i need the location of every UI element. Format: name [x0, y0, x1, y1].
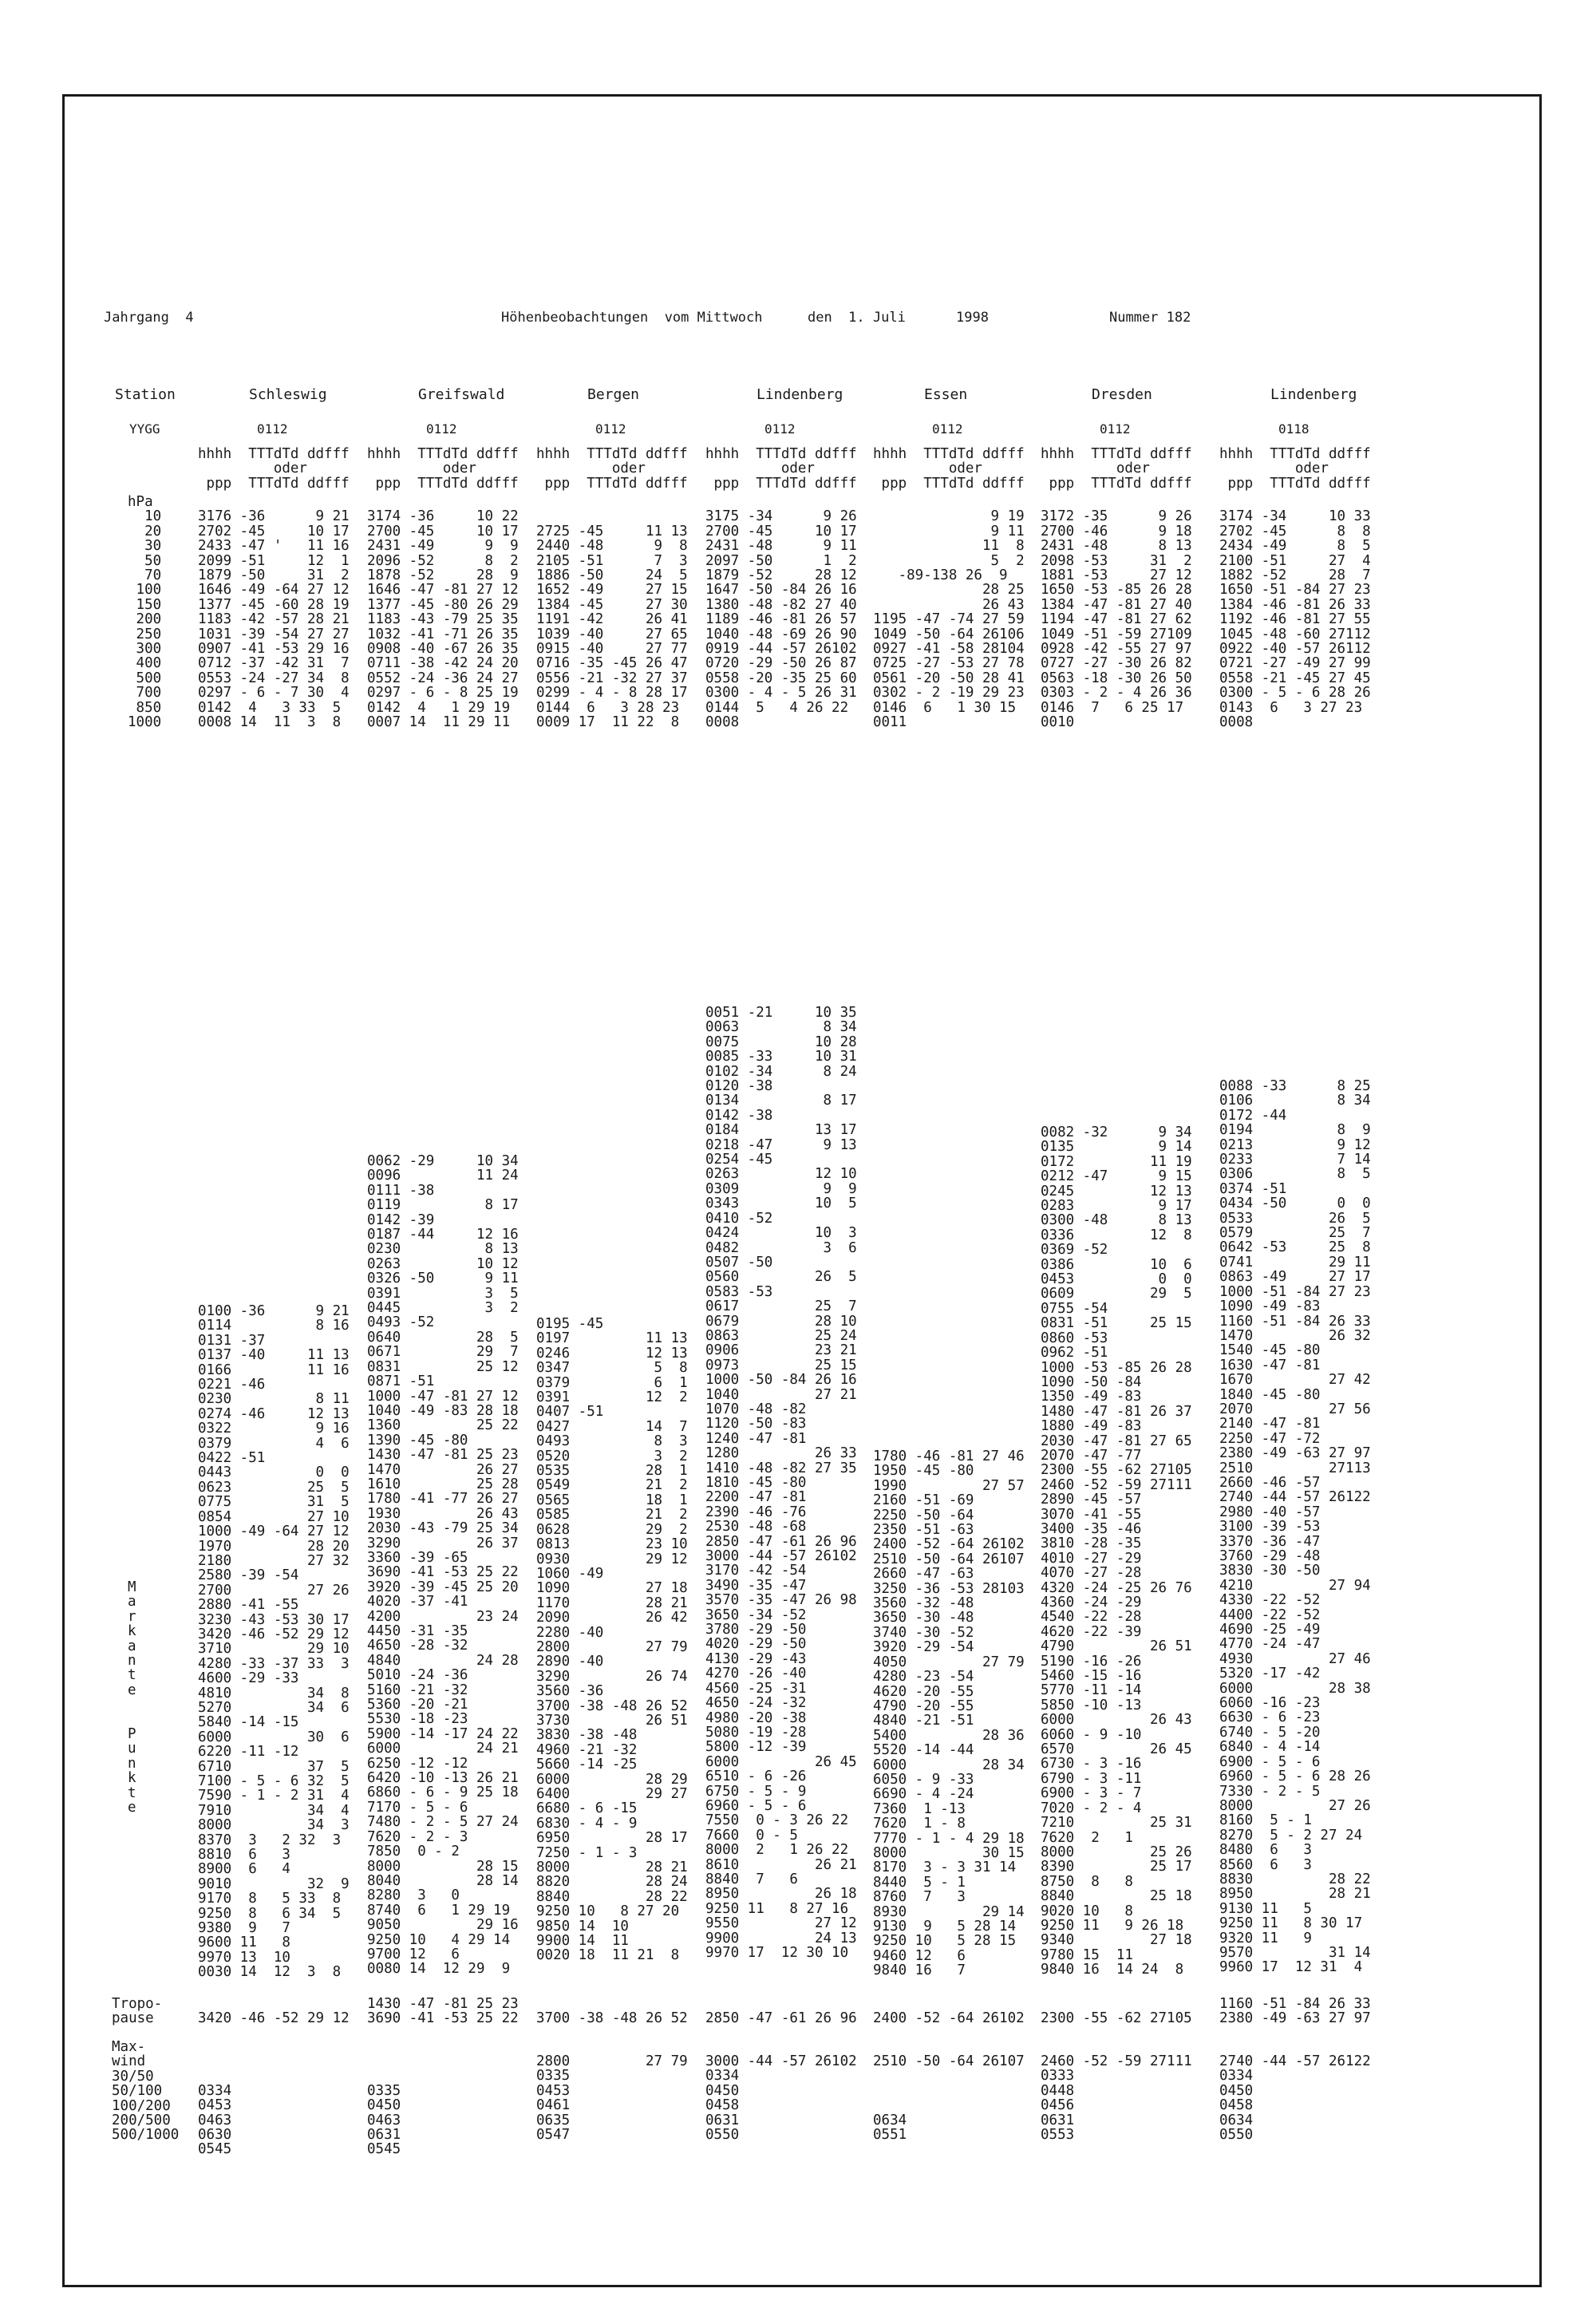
station-yygg: 0112 — [257, 421, 288, 437]
report-date: den 1. Juli — [808, 310, 906, 326]
report-title: Höhenbeobachtungen vom Mittwoch — [501, 310, 763, 326]
station-yygg: 0112 — [1100, 421, 1131, 437]
maxwind-essen: 2510 -50 -64 26107 0634 0551 — [873, 2053, 1025, 2144]
station-name: Lindenberg — [757, 386, 843, 403]
tropopause-dresden: 2300 -55 -62 27105 — [1041, 2010, 1192, 2027]
station-name: Dresden — [1092, 386, 1152, 403]
significant-points-bergen: 0195 -45 0197 11 13 0246 12 13 0347 5 8 0379 6 1 0391 12 2 0407 -51 0427 14 7 0493 8 3 0520 3 2 0535 28 1 0549 21 2 0565 18 1 0585 21 2 0628 29 2 0813 23 10 0930 29 12 1060 -49 1090 27 18 1170 28 21 2090 26 42 2280 -40 2800 27 79 2890 -40 3290 26 74 3560 -36 3700 -38 -48 26 52 3730 26 51 3830 -38 -48 4960 -21 -32 5660 -14 -25 6000 28 29 6400 29 27 6680 - 6 -15 6830 - 4 - 9 6950 28 17 7250 - 1 - 3 8000 28 21 8820 28 24 8840 28 22 9250 10 8 27 20 9850 14 10 9900 14 11 0020 18 11 21 8 — [536, 1316, 688, 1964]
report-number: Nummer 182 — [1109, 310, 1191, 326]
tropopause-schleswig: 3420 -46 -52 29 12 — [198, 2010, 350, 2027]
standard-levels-bergen: 2725 -45 11 13 2440 -48 9 8 2105 -51 7 3 1886 -50 24 5 1652 -49 27 15 1384 -45 27 30 1191 -42 26 41 1039 -40 27 65 0915 -40 27 77 0716 -35 -45 26 47 0556 -21 -32 27 37 0299 - 4 - 8 28 17 0144 6 3 28 23 0009 17 11 22 8 — [536, 523, 688, 731]
maxwind-lindenberg: 3000 -44 -57 26102 0334 0450 0458 0631 0550 — [705, 2053, 857, 2144]
station-name: Bergen — [587, 386, 640, 403]
tropopause-lindenberg: 2850 -47 -61 26 96 — [705, 2010, 857, 2027]
standard-levels-dresden: 3172 -35 9 26 2700 -46 9 18 2431 -48 8 13 2098 -53 31 2 1881 -53 27 12 1650 -53 -85 26 28 1384 -47 -81 27 40 1194 -47 -81 27 62 1049 -51 -59 27109 0928 -42 -55 27 97 0727 -27 -30 26 82 0563 -18 -30 26 50 0303 - 2 - 4 26 36 0146 7 6 25 17 0010 — [1041, 508, 1192, 731]
significant-points-schleswig: 0100 -36 9 21 0114 8 16 0131 -37 0137 -40 11 13 0166 11 16 0221 -46 0230 8 11 0274 -46 12 13 0322 9 16 0379 4 6 0422 -51 0443 0 0 0623 25 5 0775 31 5 0854 27 10 1000 -49 -64 27 12 1970 28 20 2180 27 32 2580 -39 -54 2700 27 26 2880 -41 -55 3230 -43 -53 30 17 3420 -46 -52 29 12 3710 29 10 4280 -33 -37 33 3 4600 -29 -33 4810 34 8 5270 34 6 5840 -14 -15 6000 30 6 6220 -11 -12 6710 37 5 7100 - 5 - 6 32 5 7590 - 1 - 2 31 4 7910 34 4 8000 34 3 8370 3 2 32 3 8810 6 3 8900 6 4 9010 32 9 9170 8 5 33 8 9250 8 6 34 5 9380 9 7 9600 11 8 9970 13 10 0030 14 12 3 8 — [198, 1303, 350, 1981]
column-header: hhhh TTTdTd ddfff oder ppp TTTdTd ddfff — [367, 446, 519, 492]
jahrgang: Jahrgang 4 — [104, 310, 194, 326]
column-header: hhhh TTTdTd ddfff oder ppp TTTdTd ddfff — [1041, 446, 1192, 492]
maxwind-greifswald: 0335 0450 0463 0631 0545 — [367, 2082, 401, 2158]
label-punkte: P u n k t e — [128, 1726, 136, 1816]
column-header: hhhh TTTdTd ddfff oder ppp TTTdTd ddfff — [873, 446, 1025, 492]
maxwind-schleswig: 0334 0453 0463 0630 0545 — [198, 2082, 232, 2158]
column-header: hhhh TTTdTd ddfff oder ppp TTTdTd ddfff — [705, 446, 857, 492]
standard-levels-essen: 9 19 9 11 11 8 5 2 -89-138 26 9 28 25 26 43 1195 -47 -74 27 59 1049 -50 -64 26106 0927 -41 -58 28104 0725 -27 -53 27 78 0561 -20 -50 28 41 0302 - 2 -19 29 23 0146 6 1 30 15 0011 — [873, 508, 1025, 731]
tropopause-bergen: 3700 -38 -48 26 52 — [536, 2010, 688, 2027]
station-name: Greifswald — [418, 386, 505, 403]
maxwind-bergen: 2800 27 79 0335 0453 0461 0635 0547 — [536, 2053, 688, 2144]
label-markante: M a r k a n t e — [128, 1579, 136, 1698]
column-header: hhhh TTTdTd ddfff oder ppp TTTdTd ddfff — [198, 446, 350, 492]
station-name: Essen — [924, 386, 968, 403]
station-yygg: 0112 — [764, 421, 796, 437]
significant-points-dresden: 0082 -32 9 34 0135 9 14 0172 11 19 0212 -47 9 15 0245 12 13 0283 9 17 0300 -48 8 13 0336 12 8 0369 -52 0386 10 6 0453 0 0 0609 29 5 0755 -54 0831 -51 25 15 0860 -53 0962 -51 1000 -53 -85 26 28 1090 -50 -84 1350 -49 -83 1480 -47 -81 26 37 1880 -49 -83 2030 -47 -81 27 65 2070 -47 -77 2300 -55 -62 27105 2460 -52 -59 27111 2890 -45 -57 3070 -41 -55 3400 -35 -46 3810 -28 -35 4010 -27 -29 4070 -27 -28 4320 -24 -25 26 76 4360 -24 -29 4540 -22 -28 4620 -22 -39 4790 26 51 5190 -16 -26 5460 -15 -16 5770 -11 -14 5850 -10 -13 6000 26 43 6060 - 9 -10 6570 26 45 6730 - 3 -16 6790 - 3 -11 6900 - 3 - 7 7020 - 2 - 4 7210 25 31 7620 2 1 8000 25 26 8390 25 17 8750 8 8 8840 25 18 9020 10 8 9250 11 9 26 18 9340 27 18 9780 15 11 9840 16 14 24 8 — [1041, 1124, 1192, 1978]
label-tropopause: Tropo- pause — [112, 1996, 163, 2027]
tropopause-essen: 2400 -52 -64 26102 — [873, 2010, 1025, 2027]
station-yygg: 0112 — [595, 421, 626, 437]
maxwind-lindenberg-18: 2740 -44 -57 26122 0334 0450 0458 0634 0550 — [1219, 2053, 1371, 2144]
label-maxwind: Max- wind 30/50 50/100 100/200 200/500 500/1000 — [112, 2039, 180, 2144]
station-yygg: 0112 — [426, 421, 457, 437]
station-label: Station — [115, 386, 176, 403]
report-year: 1998 — [956, 310, 989, 326]
maxwind-dresden: 2460 -52 -59 27111 0333 0448 0456 0631 0553 — [1041, 2053, 1192, 2144]
standard-levels-schleswig: 3176 -36 9 21 2702 -45 10 17 2433 -47 ' 11 16 2099 -51 12 1 1879 -50 31 2 1646 -49 -64 27 12 1377 -45 -60 28 19 1183 -42 -57 28 21 1031 -39 -54 27 27 0907 -41 -53 29 16 0712 -37 -42 31 7 0553 -24 -27 34 8 0297 - 6 - 7 30 4 0142 4 3 33 5 0008 14 11 3 8 — [198, 508, 350, 731]
column-header: hhhh TTTdTd ddfff oder ppp TTTdTd ddfff — [1219, 446, 1371, 492]
station-name: Schleswig — [249, 386, 327, 403]
significant-points-lindenberg: 0051 -21 10 35 0063 8 34 0075 10 28 0085 -33 10 31 0102 -34 8 24 0120 -38 0134 8 17 0142 -38 0184 13 17 0218 -47 9 13 0254 -45 0263 12 10 0309 9 9 0343 10 5 0410 -52 0424 10 3 0482 3 6 0507 -50 0560 26 5 0583 -53 0617 25 7 0679 28 10 0863 25 24 0906 23 21 0973 25 15 1000 -50 -84 26 16 1040 27 21 1070 -48 -82 1120 -50 -83 1240 -47 -81 1280 26 33 1410 -48 -82 27 35 1810 -45 -80 2200 -47 -81 2390 -46 -76 2530 -48 -68 2850 -47 -61 26 96 3000 -44 -57 26102 3170 -42 -54 3490 -35 -47 3570 -35 -47 26 98 3650 -34 -52 3780 -29 -50 4020 -29 -50 4130 -29 -43 4270 -26 -40 4560 -25 -31 4650 -24 -32 4980 -20 -38 5080 -19 -28 5800 -12 -39 6000 26 45 6510 - 6 -26 6750 - 5 - 9 6960 - 5 - 6 7550 0 - 3 26 22 7660 0 - 5 8000 2 1 26 22 8610 26 21 8840 7 6 8950 26 18 9250 11 8 27 16 9550 27 12 9900 24 13 9970 17 12 30 10 — [705, 1005, 857, 1961]
standard-levels-lindenberg: 3175 -34 9 26 2700 -45 10 17 2431 -48 9 11 2097 -50 1 2 1879 -52 28 12 1647 -50 -84 26 16 1380 -48 -82 27 40 1189 -46 -81 26 57 1040 -48 -69 26 90 0919 -44 -57 26102 0720 -29 -50 26 87 0558 -20 -35 25 60 0300 - 4 - 5 26 31 0144 5 4 26 22 0008 — [705, 508, 857, 731]
tropopause-lindenberg-18: 1160 -51 -84 26 33 2380 -49 -63 27 97 — [1219, 1996, 1371, 2027]
tropopause-greifswald: 1430 -47 -81 25 23 3690 -41 -53 25 22 — [367, 1996, 519, 2027]
station-yygg: 0112 — [932, 421, 963, 437]
standard-levels-lindenberg-18: 3174 -34 10 33 2702 -45 8 8 2434 -49 8 5 2100 -51 27 4 1882 -52 28 7 1650 -51 -84 27 23 1384 -46 -81 26 33 1192 -46 -81 27 55 1045 -48 -60 27112 0922 -40 -57 26112 0721 -27 -49 27 99 0558 -21 -45 27 45 0300 - 5 - 6 28 26 0143 6 3 27 23 0008 — [1219, 508, 1371, 731]
significant-points-essen: 1780 -46 -81 27 46 1950 -45 -80 1990 27 57 2160 -51 -69 2250 -50 -64 2350 -51 -63 2400 -52 -64 26102 2510 -50 -64 26107 2660 -47 -63 3250 -36 -53 28103 3560 -32 -48 3650 -30 -48 3740 -30 -52 3920 -29 -54 4050 27 79 4280 -23 -54 4620 -20 -55 4790 -20 -55 4840 -21 -51 5400 28 36 5520 -14 -44 6000 28 34 6050 - 9 -33 6690 - 4 -24 7360 1 -13 7620 1 - 8 7770 - 1 - 4 29 18 8000 30 15 8170 3 - 3 31 14 8440 5 - 1 8760 7 3 8930 29 14 9130 9 5 28 14 9250 10 5 28 15 9460 12 6 9840 16 7 — [873, 1448, 1025, 1979]
yygg-label: YYGG — [129, 421, 160, 437]
station-name: Lindenberg — [1270, 386, 1357, 403]
significant-points-greifswald: 0062 -29 10 34 0096 11 24 0111 -38 0119 8 17 0142 -39 0187 -44 12 16 0230 8 13 0263 10 12 0326 -50 9 11 0391 3 5 0445 3 2 0493 -52 0640 28 5 0671 29 7 0831 25 12 0871 -51 1000 -47 -81 27 12 1040 -49 -83 28 18 1360 25 22 1390 -45 -80 1430 -47 -81 25 23 1470 26 27 1610 25 28 1780 -41 -77 26 27 1930 26 43 2030 -43 -79 25 34 3290 26 37 3360 -39 -65 3690 -41 -53 25 22 3920 -39 -45 25 20 4020 -37 -41 4200 23 24 4450 -31 -35 4650 -28 -32 4840 24 28 5010 -24 -36 5160 -21 -32 5360 -20 -21 5530 -18 -23 5900 -14 -17 24 22 6000 24 21 6250 -12 -12 6420 -10 -13 26 21 6860 - 6 - 9 25 18 7170 - 5 - 6 7480 - 2 - 5 27 24 7620 - 2 - 3 7850 0 - 2 8000 28 15 8040 28 14 8280 3 0 8740 6 1 29 19 9050 29 16 9250 10 4 29 14 9700 12 6 0080 14 12 29 9 — [367, 1153, 519, 1978]
significant-points-lindenberg-18: 0088 -33 8 25 0106 8 34 0172 -44 0194 8 9 0213 9 12 0233 7 14 0306 8 5 0374 -51 0434 -50 0 0 0533 26 5 0579 25 7 0642 -53 25 8 0741 29 11 0863 -49 27 17 1000 -51 -84 27 23 1090 -49 -83 1160 -51 -84 26 33 1470 26 32 1540 -45 -80 1630 -47 -81 1670 27 42 1840 -45 -80 2070 27 56 2140 -47 -81 2250 -47 -72 2380 -49 -63 27 97 2510 27113 2660 -46 -57 2740 -44 -57 26122 2980 -40 -57 3100 -39 -53 3370 -36 -47 3760 -29 -48 3830 -30 -50 4210 27 94 4330 -22 -52 4400 -22 -52 4690 -25 -49 4770 -24 -47 4930 27 46 5320 -17 -42 6000 28 38 6060 -16 -23 6630 - 6 -23 6740 - 5 -20 6840 - 4 -14 6900 - 5 - 6 6960 - 5 - 6 28 26 7330 - 2 - 5 8000 27 26 8160 5 - 1 8270 5 - 2 27 24 8480 6 3 8560 6 3 8830 28 22 8950 28 21 9130 11 5 9250 11 8 30 17 9320 11 9 9570 31 14 9960 17 12 31 4 — [1219, 1078, 1371, 1976]
standard-levels-greifswald: 3174 -36 10 22 2700 -45 10 17 2431 -49 9 9 2096 -52 8 2 1878 -52 28 9 1646 -47 -81 27 12 1377 -45 -80 26 29 1183 -43 -79 25 35 1032 -41 -71 26 35 0908 -40 -67 26 35 0711 -38 -42 24 20 0552 -24 -36 24 27 0297 - 6 - 8 25 19 0142 4 1 29 19 0007 14 11 29 11 — [367, 508, 519, 731]
hpa-levels: hPa 10 20 30 50 70 100 150 200 250 300 400 500 700 850 1000 — [128, 494, 162, 731]
column-header: hhhh TTTdTd ddfff oder ppp TTTdTd ddfff — [536, 446, 688, 492]
station-yygg: 0118 — [1278, 421, 1310, 437]
